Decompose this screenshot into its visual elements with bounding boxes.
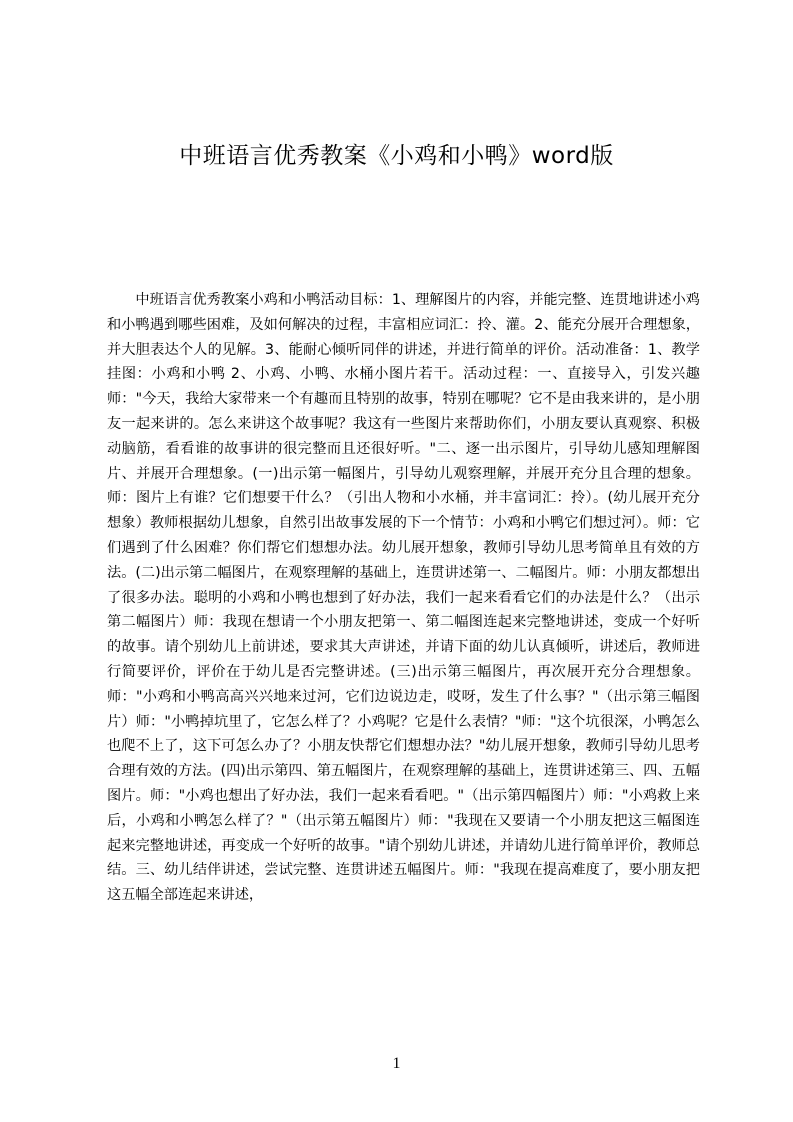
page-number: 1 — [392, 1055, 401, 1072]
document-body-paragraph: 中班语言优秀教案小鸡和小鸭活动目标：1、理解图片的内容，并能完整、连贯地讲述小鸡和小鸭遇到哪些困难，及如何解决的过程，丰富相应词汇：拎、灌。2、能充分展开合理想象，并大胆表达个人的见解。3、能耐心倾听同伴的讲述，并进行简单的评价。活动准备：1、教学挂图：小鸡和小鸭 2、小鸡、小鸭、水桶小图片若干。活动过程：一、直接导入，引发兴趣师："今天，我给大家带来一个有趣而且特别的故事，特别在哪呢？它不是由我来讲的，是小朋友一起来讲的。怎么来讲这个故事呢？我这有一些图片来帮助你们，小朋友要认真观察、积极动脑筋，看看谁的故事讲的很完整而且还很好听。"二、逐一出示图片，引导幼儿感知理解图片、并展开合理想象。(一)出示第一幅图片，引导幼儿观察理解，并展开充分且合理的想象。师：图片上有谁？它们想要干什么？（引出人物和小水桶，并丰富词汇：拎）。(幼儿展开充分想象）教师根据幼儿想象，自然引出故事发展的下一个情节：小鸡和小鸭它们想过河）。师：它们遇到了什么困难？你们帮它们想想办法。幼儿展开想象，教师引导幼儿思考简单且有效的方法。(二)出示第二幅图片，在观察理解的基础上，连贯讲述第一、二幅图片。师：小朋友都想出了很多办法。聪明的小鸡和小鸭也想到了好办法，我们一起来看看它们的办法是什么？（出示第二幅图片）师：我现在想请一个小朋友把第一、第二幅图连起来完整地讲述，变成一个好听的故事。请个别幼儿上前讲述，要求其大声讲述，并请下面的幼儿认真倾听，讲述后，教师进行简要评价，评价在于幼儿是否完整讲述。(三)出示第三幅图片，再次展开充分合理想象。师："小鸡和小鸭高高兴兴地来过河，它们边说边走，哎呀，发生了什么事？"（出示第三幅图片）师："小鸭掉坑里了，它怎么样了？小鸡呢？它是什么表情？"师："这个坑很深，小鸭怎么也爬不上了，这下可怎么办了？小朋友快帮它们想想办法？"幼儿展开想象，教师引导幼儿思考合理有效的方法。(四)出示第四、第五幅图片，在观察理解的基础上，连贯讲述第三、四、五幅图片。师："小鸡也想出了好办法，我们一起来看看吧。"（出示第四幅图片）师："小鸡救上来后，小鸡和小鸭怎么样了？"（出示第五幅图片）师："我现在又要请一个小朋友把这三幅图连起来完整地讲述，再变成一个好听的故事。"请个别幼儿讲述，并请幼儿进行简单评价，教师总结。三、幼儿结伴讲述，尝试完整、连贯讲述五幅图片。师："我现在提高难度了，要小朋友把这五幅全部连起来讲述， — [107, 292, 700, 904]
document-title: 中班语言优秀教案《小鸡和小鸭》word版 — [179, 143, 614, 169]
